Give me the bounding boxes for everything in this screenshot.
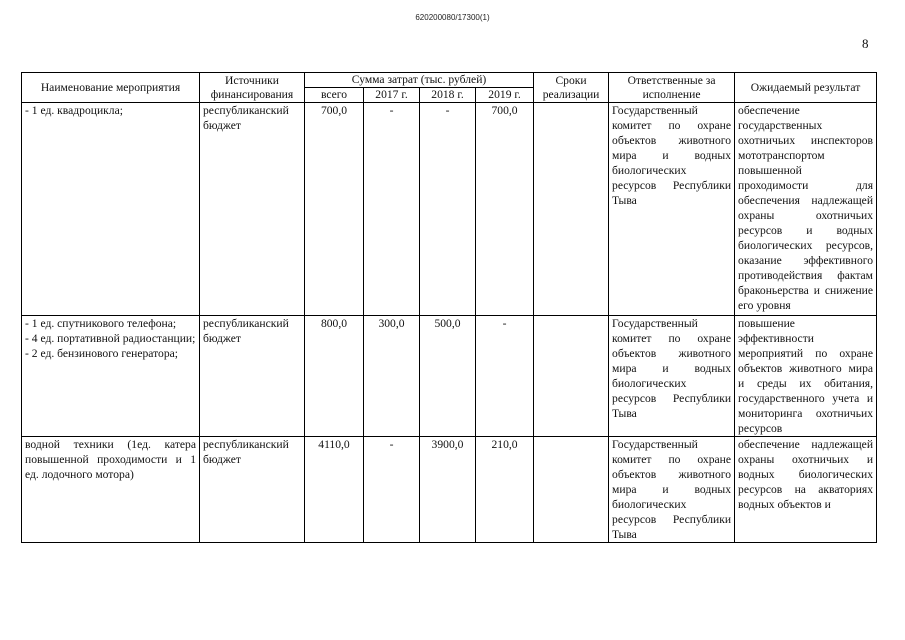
header-total: всего — [305, 88, 364, 103]
header-2017: 2017 г. — [364, 88, 420, 103]
header-source: Источники финансирования — [200, 73, 305, 103]
header-2018: 2018 г. — [420, 88, 476, 103]
document-id: 620200080/17300(1) — [415, 13, 490, 22]
header-terms: Сроки реализации — [534, 73, 609, 103]
header-2019: 2019 г. — [476, 88, 534, 103]
cell-name: - 1 ед. квадроцикла; — [22, 103, 200, 316]
cell-responsible: Государственный комитет по охране объектов животного мира и водных биологических ресурсов Республики Тыва — [609, 103, 735, 316]
header-cost-group: Сумма затрат (тыс. рублей) — [305, 73, 534, 88]
cell-total: 800,0 — [305, 316, 364, 437]
cell-terms — [534, 437, 609, 543]
cell-total: 4110,0 — [305, 437, 364, 543]
cell-2019: 700,0 — [476, 103, 534, 316]
cell-terms — [534, 316, 609, 437]
table-header-row — [22, 73, 877, 88]
cell-responsible: Государственный комитет по охране объектов животного мира и водных биологических ресурсов Республики Тыва — [609, 437, 735, 543]
header-name: Наименование мероприятия — [22, 73, 200, 103]
cell-2018: 500,0 — [420, 316, 476, 437]
table-row — [22, 103, 877, 316]
cell-2019: - — [476, 316, 534, 437]
page-number: 8 — [862, 36, 869, 51]
cell-name: - 1 ед. спутникового телефона; - 4 ед. портативной радиостанции; - 2 ед. бензинового генератора; — [22, 316, 200, 437]
cell-total: 700,0 — [305, 103, 364, 316]
table-row — [22, 316, 877, 437]
cell-terms — [534, 103, 609, 316]
table-row — [22, 437, 877, 543]
cell-2017: 300,0 — [364, 316, 420, 437]
header-responsible: Ответственные за исполнение — [609, 73, 735, 103]
cell-2018: 3900,0 — [420, 437, 476, 543]
measures-table — [21, 72, 877, 543]
cell-source: республиканский бюджет — [200, 437, 305, 543]
cell-source: республиканский бюджет — [200, 316, 305, 437]
cell-responsible: Государственный комитет по охране объектов животного мира и водных биологических ресурсов Республики Тыва — [609, 316, 735, 437]
cell-2017: - — [364, 437, 420, 543]
cell-2017: - — [364, 103, 420, 316]
cell-source: республиканский бюджет — [200, 103, 305, 316]
cell-name: водной техники (1ед. катера повышенной проходимости и 1 ед. лодочного мотора) — [22, 437, 200, 543]
cell-2019: 210,0 — [476, 437, 534, 543]
cell-result: обеспечение надлежащей охраны охотничьих и водных биологических ресурсов на акваториях водных объектов и — [735, 437, 877, 543]
cell-result: обеспечение государственных охотничьих инспекторов мототранспортом повышенной проходимости для обеспечения надлежащей охраны охотничьих ресурсов и водных биологических ресурсов, оказание эффективного противодействия фактам браконьерства и снижение его уровня — [735, 103, 877, 316]
header-result: Ожидаемый результат — [735, 73, 877, 103]
cell-result: повышение эффективности мероприятий по охране объектов животного мира и среды их обитания, государственного учета и мониторинга охотничьих ресурсов — [735, 316, 877, 437]
cell-2018: - — [420, 103, 476, 316]
